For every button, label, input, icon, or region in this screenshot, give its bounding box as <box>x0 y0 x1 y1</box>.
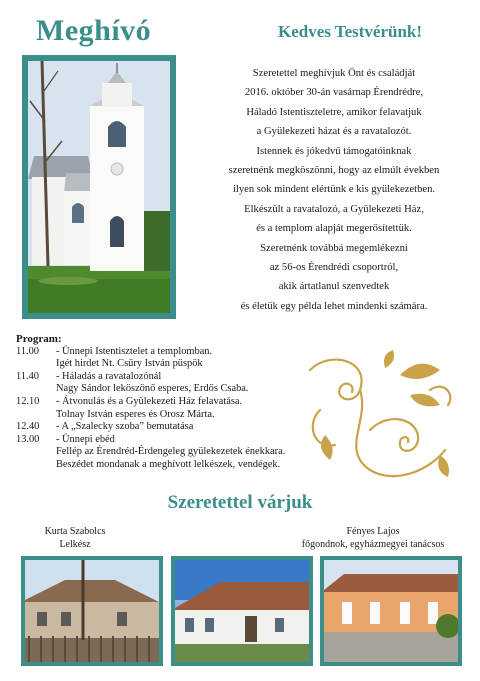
signature-right <box>278 525 468 551</box>
invitation-line: és a templom alapját megerősítettük. <box>256 223 412 235</box>
invitation-line: akik ártatlanul szenvedtek <box>278 281 390 293</box>
page-title: Meghívó <box>36 14 152 47</box>
person-role: Lelkész <box>59 539 91 550</box>
program-text: - Ünnepi Istentisztelet a templomban. <box>56 345 213 357</box>
program-detail: Nagy Sándor leköszönő esperes, Erdős Csaba. <box>56 383 249 395</box>
program-text: - Átvonulás és a Gyülekezeti Ház felavatása. <box>56 395 243 407</box>
program-time: 11.00 <box>16 345 39 357</box>
invitation-line: Háladó Istentiszteletre, amikor felavatjuk <box>246 106 422 118</box>
invitation-line: Szeretettel meghívjuk Önt és családját <box>252 68 416 79</box>
program-item <box>16 371 346 384</box>
invitation-line: Istennek és jókedvű támogatóinknak <box>256 145 412 157</box>
program-time: 12.40 <box>16 421 40 433</box>
program-item <box>16 346 346 359</box>
program-text: - Ünnepi ebéd <box>56 433 115 445</box>
program-detail: Beszédet mondanak a meghívott lelkészek, vendégek. <box>56 458 281 470</box>
welcome-heading: Szeretettel várjuk <box>167 492 313 513</box>
program-item <box>16 434 346 447</box>
invitation-text <box>200 64 468 316</box>
invitation-line: és életük egy példa lehet mindenki számára. <box>240 300 428 312</box>
invitation-line: Elkészült a ravatalozó, a Gyülekezeti Ház, <box>244 203 424 215</box>
invitation-line: ilyen sok mindent elértünk e kis gyülekezetben. <box>232 184 436 196</box>
old-building-photo <box>21 556 163 666</box>
program-detail: Igét hirdet Nt. Csűry István püspök <box>56 358 203 370</box>
program-item <box>16 396 346 409</box>
program-section <box>16 333 346 472</box>
person-role: főgondnok, egyházmegyei tanácsos <box>301 539 445 550</box>
church-photo <box>22 55 176 319</box>
church-illustration <box>28 61 170 313</box>
invitation-line: szeretnénk megköszönni, hogy az elmúlt években <box>228 165 440 177</box>
program-detail: Fellép az Érendréd-Érdengeleg gyülekezetek énekkara. <box>56 446 286 458</box>
invitation-line: 2016. október 30-án vasárnap Érendrédre, <box>244 87 424 99</box>
program-text: - Háladás a ravatalozónál <box>56 370 162 382</box>
program-text: - A „Szalecky szoba” bemutatása <box>56 421 194 433</box>
invitation-line: Szeretnénk továbbá megemlékezni <box>260 242 408 254</box>
program-title: Program: <box>16 333 62 345</box>
signature-left <box>20 525 130 551</box>
gold-ornament <box>300 350 460 485</box>
person-name: Fényes Lajos <box>346 526 400 537</box>
greeting-heading: Kedves Testvérünk! <box>277 22 423 41</box>
community-house-photo <box>320 556 462 666</box>
program-detail: Tolnay István esperes és Orosz Márta. <box>56 408 215 420</box>
invitation-line: a Gyülekezeti házat és a ravatalozót. <box>256 126 412 138</box>
renovated-building-photo <box>171 556 313 666</box>
person-name: Kurta Szabolcs <box>44 526 106 537</box>
program-time: 11.40 <box>16 370 39 382</box>
program-item <box>16 421 346 434</box>
invitation-line: az 56-os Érendrédi csoportról, <box>269 262 399 274</box>
program-time: 12.10 <box>16 395 40 407</box>
program-time: 13.00 <box>16 433 40 445</box>
